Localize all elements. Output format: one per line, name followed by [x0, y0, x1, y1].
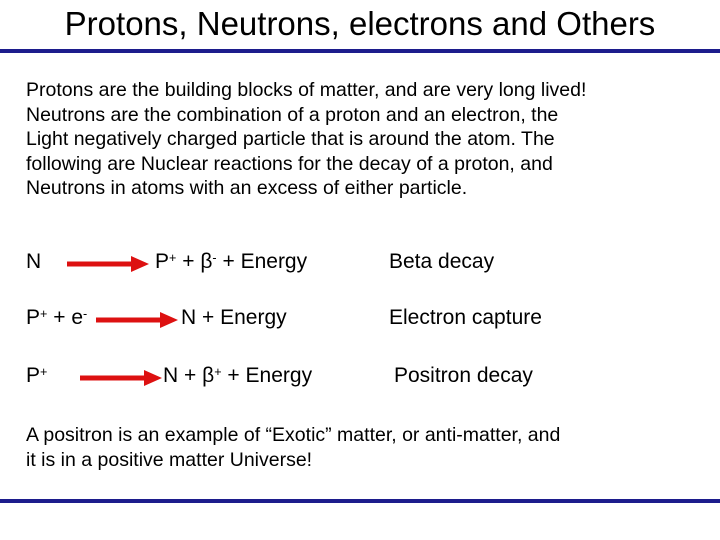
plus-sign: + — [182, 250, 195, 273]
charge-superscript: + — [40, 365, 48, 379]
energy-term: Energy — [245, 364, 313, 387]
charge-superscript: - — [212, 251, 217, 265]
reaction-3-reactant — [26, 364, 47, 388]
beta-symbol: β — [202, 364, 215, 387]
plus-sign: + — [53, 306, 66, 329]
plus-sign: + — [222, 250, 235, 273]
energy-term: Energy — [220, 306, 287, 329]
intro-paragraph — [26, 78, 716, 201]
closing-paragraph — [26, 423, 716, 472]
beta-symbol: β — [200, 250, 213, 273]
electron-symbol: e — [71, 306, 84, 329]
proton-symbol: P — [26, 364, 41, 387]
intro-line: Light negatively charged particle that is around the atom. The — [26, 128, 555, 150]
reaction-1-name: Beta decay — [389, 250, 495, 273]
footer-rule — [0, 499, 720, 503]
charge-superscript: - — [83, 307, 88, 321]
proton-symbol: P — [155, 250, 170, 273]
reaction-2-name: Electron capture — [389, 306, 542, 329]
reaction-3-name: Positron decay — [394, 364, 533, 387]
neutron-symbol: N — [181, 306, 197, 329]
plus-sign: + — [227, 364, 240, 387]
energy-term: Energy — [240, 250, 308, 273]
reaction-2-reactant — [26, 306, 87, 330]
reaction-3-product — [163, 364, 312, 388]
charge-superscript: + — [40, 307, 48, 321]
slide-title: Protons, Neutrons, electrons and Others — [64, 5, 656, 42]
title-underline — [0, 49, 720, 53]
right-arrow-icon — [67, 255, 149, 273]
neutron-symbol: N — [163, 364, 179, 387]
charge-superscript: + — [169, 251, 177, 265]
closing-line: A positron is an example of “Exotic” matter, or anti-matter, and — [26, 424, 561, 446]
intro-line: Neutrons are the combination of a proton and an electron, the — [26, 103, 559, 126]
right-arrow-icon — [80, 369, 162, 387]
proton-symbol: P — [26, 306, 41, 329]
closing-line: it is in a positive matter Universe! — [26, 448, 313, 471]
reaction-1-product — [155, 250, 307, 274]
intro-line: Neutrons in atoms with an excess of either particle. — [26, 177, 468, 199]
reaction-1-reactant: N — [26, 250, 42, 273]
plus-sign: + — [202, 306, 215, 329]
plus-sign: + — [184, 364, 197, 387]
intro-line: following are Nuclear reactions for the decay of a proton, and — [26, 152, 553, 175]
reaction-2-product — [181, 306, 287, 330]
right-arrow-icon — [96, 311, 178, 329]
intro-line: Protons are the building blocks of matter, and are very long lived! — [26, 79, 587, 101]
charge-superscript: + — [214, 365, 222, 379]
